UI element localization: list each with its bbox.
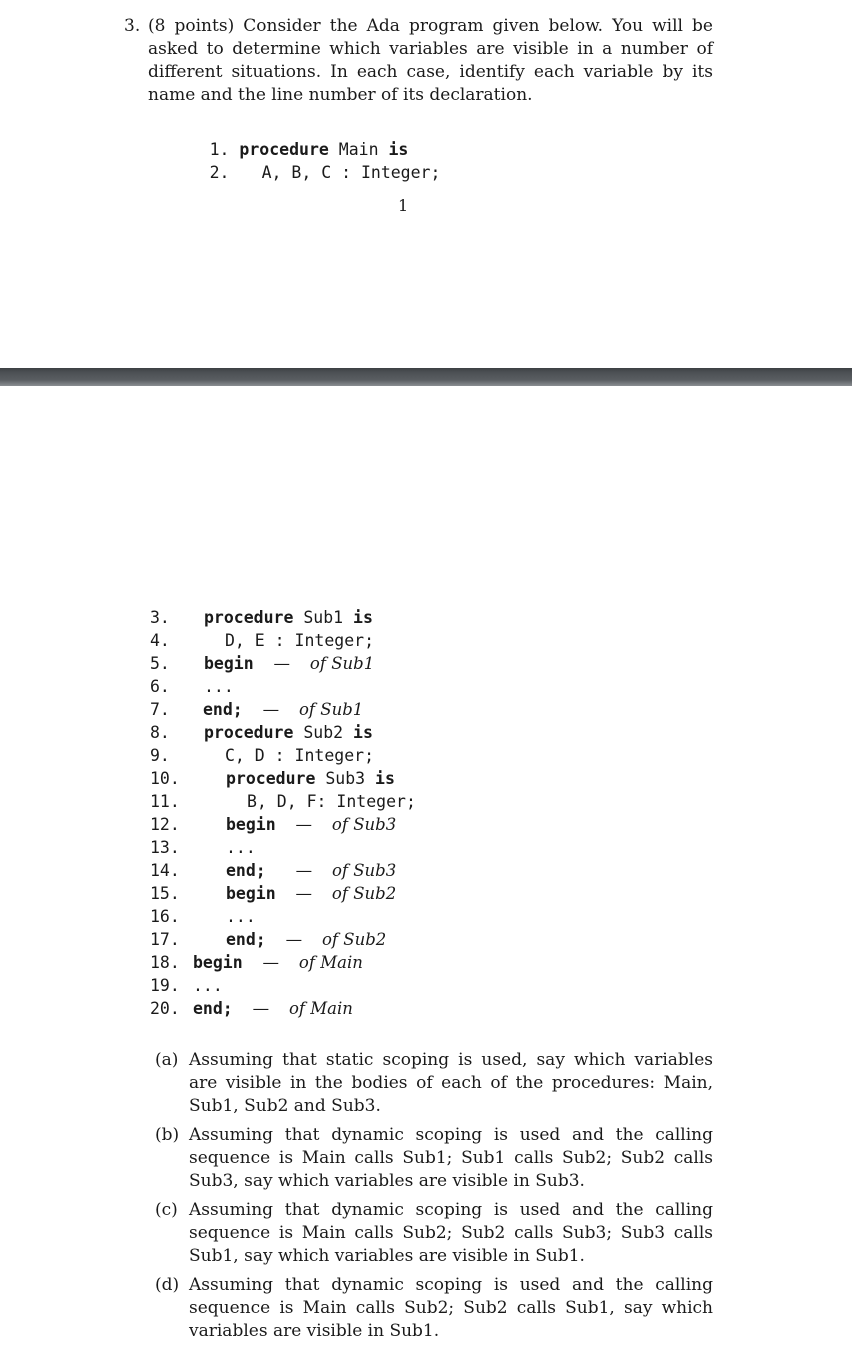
part-text: Assuming that static scoping is used, say which variables are visible in the bodies of each of the procedures: Main, Sub1, Sub2 and Sub3. <box>189 1050 713 1116</box>
code-line-13: 13. ... <box>150 838 256 857</box>
code-line-17: 17. end; — of Sub2 <box>150 930 387 949</box>
code-line-12: 12. begin — of Sub3 <box>150 815 397 834</box>
code-line-15: 15. begin — of Sub2 <box>150 884 397 903</box>
page-divider <box>0 368 852 386</box>
part-label: (a) <box>155 1050 179 1070</box>
part-label: (b) <box>155 1125 180 1145</box>
code-line-4: 4. D, E : Integer; <box>150 631 375 650</box>
part-text: Assuming that dynamic scoping is used and the calling sequence is Main calls Sub2; Sub2 calls Sub3; Sub3 calls Sub1, say which variables are visible in Sub1. <box>189 1200 713 1266</box>
code-line-1: 1. procedure Main is <box>209 140 409 159</box>
code-line-7: 7. end; — of Sub1 <box>150 700 364 719</box>
page-1 <box>0 0 852 368</box>
code-line-10: 10. procedure Sub3 is <box>150 769 395 788</box>
part-text: Assuming that dynamic scoping is used and the calling sequence is Main calls Sub1; Sub1 calls Sub2; Sub2 calls Sub3, say which variables are visible in Sub3. <box>189 1125 713 1191</box>
question-text: (8 points) Consider the Ada program given below. You will be asked to determine which variables are visible in a number of different situations. In each case, identify each variable by its name and the line number of its declaration. <box>148 16 713 105</box>
part-label: (c) <box>155 1200 178 1220</box>
question-parts <box>155 1049 713 1349</box>
code-block-page2 <box>150 606 416 1018</box>
part-label: (d) <box>155 1275 180 1295</box>
code-line-11: 11. B, D, F: Integer; <box>150 792 416 811</box>
part-c <box>155 1199 713 1268</box>
part-a <box>155 1049 713 1118</box>
code-line-19: 19. ... <box>150 976 223 995</box>
code-line-5: 5. begin — of Sub1 <box>150 654 375 673</box>
page-number: 1 <box>398 196 409 215</box>
code-line-20: 20. end; — of Main <box>150 999 353 1018</box>
code-line-8: 8. procedure Sub2 is <box>150 723 373 742</box>
code-line-16: 16. ... <box>150 907 256 926</box>
code-line-14: 14. end; — of Sub3 <box>150 861 397 880</box>
part-text: Assuming that dynamic scoping is used and the calling sequence is Main calls Sub2; Sub2 calls Sub1, say which variables are visible in Sub1. <box>189 1275 713 1341</box>
code-line-3: 3. procedure Sub1 is <box>150 608 373 627</box>
code-line-6: 6. ... <box>150 677 234 696</box>
part-d <box>155 1274 713 1343</box>
question-number: 3. <box>124 16 141 36</box>
code-line-2: 2. A, B, C : Integer; <box>209 163 441 182</box>
code-block-page1 <box>150 115 441 191</box>
code-line-18: 18. begin — of Main <box>150 953 363 972</box>
code-line-9: 9. C, D : Integer; <box>150 746 375 765</box>
part-b <box>155 1124 713 1193</box>
